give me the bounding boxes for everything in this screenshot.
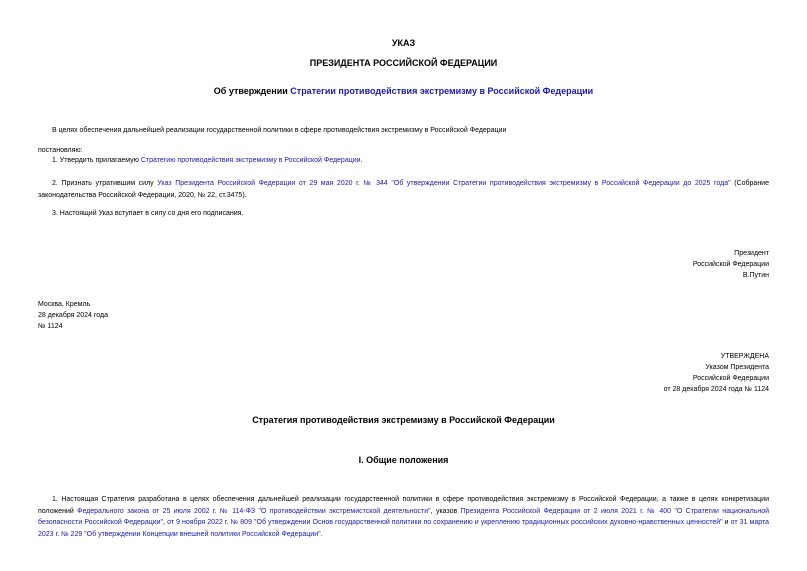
approved-line-2: Указом Президента: [705, 364, 769, 371]
document-title: УКАЗ: [391, 38, 416, 48]
approved-line-1: УТВЕРЖДЕНА: [720, 353, 769, 360]
p1-text-e: .: [320, 530, 323, 538]
strategy-link-item1[interactable]: Стратегию противодействия экстремизму в Российской Федерации: [140, 157, 361, 164]
approved-line-3: Российской Федерации: [692, 375, 769, 382]
item-2: [38, 178, 769, 201]
strategy-paragraph-1: [38, 494, 769, 540]
signature-title-2: Российской Федерации: [692, 261, 769, 268]
item-3: 3. Настоящий Указ вступает в силу со дня его подписания.: [52, 210, 244, 217]
item-2-suffix: (Собрание законодательства Российской Федерации, 2020, № 22, ст.3475).: [38, 180, 769, 199]
approval-heading: [0, 86, 807, 96]
signing-date: 28 декабря 2024 года: [38, 312, 109, 319]
decree-number: № 1124: [38, 323, 63, 330]
strategy-title: Стратегия противодействия экстремизму в Российской Федерации: [252, 415, 555, 425]
repealed-decree-link[interactable]: Указ Президента Российской Федерации от 29 мая 2020 г. № 344 "Об утверждении Стратегии противодействия экстремизму в Российской Федерации до 2025 года": [157, 180, 731, 187]
item-1-prefix: 1. Утвердить прилагаемую: [52, 157, 141, 164]
federal-law-link[interactable]: Федерального закона от 25 июля 2002 г. № 114-ФЗ "О противодействии экстремистской деятельности": [77, 507, 431, 515]
preamble-intro: В целях обеспечения дальнейшей реализации государственной политики в сфере противодействия экстремизму в Российской Федерации: [52, 127, 507, 134]
item-1: [52, 157, 363, 164]
section-1-heading: I. Общие положения: [358, 455, 449, 465]
strategy-link-heading[interactable]: Стратегии противодействия экстремизму в Российской Федерации: [290, 86, 594, 96]
national-security-decree-link[interactable]: Президента Российской Федерации от 2 июля 2021 г. № 400 "О Стратегии национальной безопасности Российской Федерации": [38, 507, 770, 526]
item-1-suffix: .: [360, 157, 363, 164]
approved-line-4: от 28 декабря 2024 года № 1124: [663, 386, 769, 393]
p1-text-a: 1. Настоящая Стратегия разработана в целях обеспечения дальнейшей реализации государственной политики в сфере противодействия экстремизму в Российской Федерации, а также в целях конкретизации положений: [38, 496, 769, 515]
item-2-prefix: 2. Признать утратившим силу: [52, 180, 158, 187]
signing-place: Москва, Кремль: [38, 301, 91, 308]
values-decree-link[interactable]: от 9 ноября 2022 г. № 809 "Об утверждении Основ государственной политики по сохранению и укреплению традиционных российских духовно-нравственных ценностей": [167, 519, 723, 526]
p1-text-c: ,: [163, 519, 168, 526]
foreign-policy-decree-link[interactable]: от 31 марта 2023 г. № 229 "Об утверждении Концепции внешней политики Российской Федерации": [38, 519, 769, 538]
decree-word: постановляю:: [38, 147, 83, 154]
signature-name: В.Путин: [742, 272, 769, 279]
p1-text-b: , указов: [430, 507, 461, 515]
p1-text-d: и: [722, 519, 731, 526]
approval-prefix: Об утверждении: [213, 86, 291, 96]
document-subtitle: ПРЕЗИДЕНТА РОССИЙСКОЙ ФЕДЕРАЦИИ: [309, 58, 498, 68]
signature-title-1: Президент: [734, 250, 769, 257]
